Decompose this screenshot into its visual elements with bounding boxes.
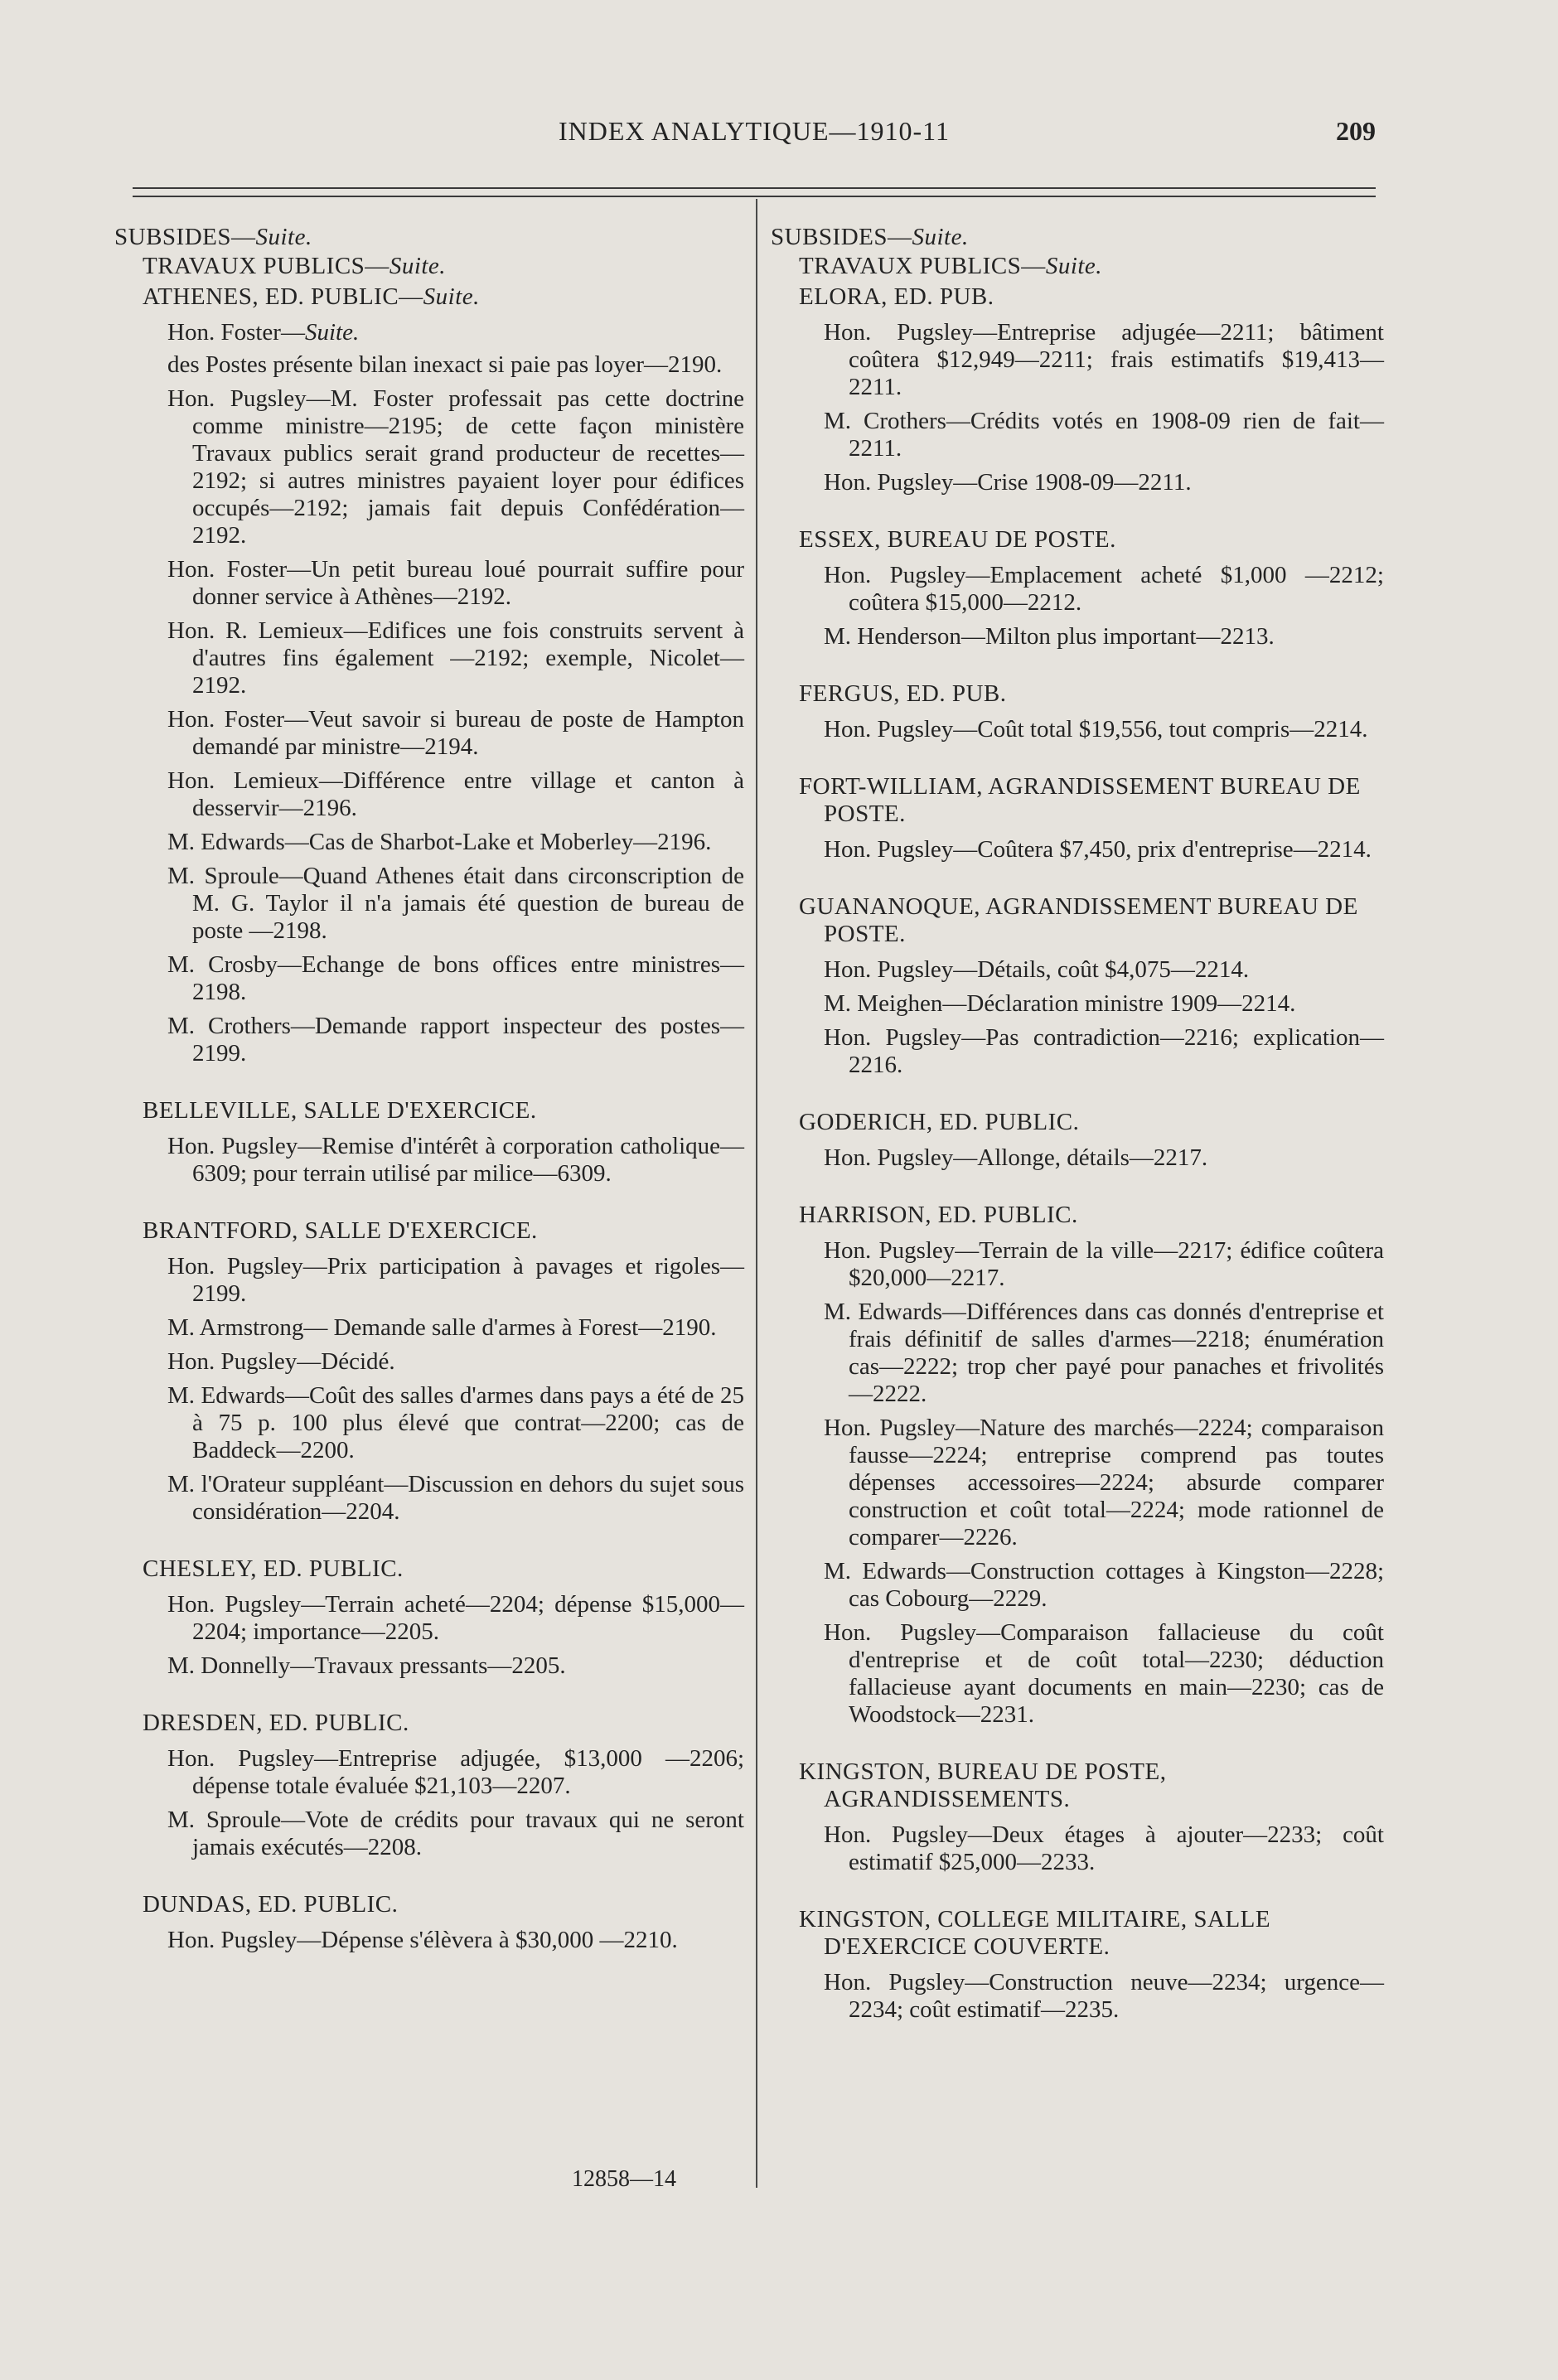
index-entry: Hon. R. Lemieux—Edifices une fois construits servent à d'autres fins également —2192; exemple, Nicolet—2192.: [167, 617, 744, 699]
section-heading: TRAVAUX PUBLICS—Suite.: [143, 253, 447, 279]
index-entry: Hon. Pugsley—Terrain de la ville—2217; édifice coûtera $20,000—2217.: [824, 1237, 1384, 1291]
subject-heading: SUBSIDES—Suite.: [114, 224, 312, 250]
index-entry: Hon. Pugsley—Crise 1908-09—2211.: [824, 469, 1192, 496]
index-entry: Hon. Pugsley—Entreprise adjugée, $13,000 —2206; dépense totale évaluée $21,103—2207.: [167, 1745, 744, 1799]
index-entry: M. Crothers—Crédits votés en 1908-09 rien de fait—2211.: [824, 408, 1384, 462]
index-entry: M. l'Orateur suppléant—Discussion en dehors du sujet sous considération—2204.: [167, 1471, 744, 1525]
subject-heading: SUBSIDES—Suite.: [771, 224, 969, 250]
group-heading: ESSEX, BUREAU DE POSTE.: [799, 526, 1116, 553]
index-entry: Hon. Pugsley—Coût total $19,556, tout compris—2214.: [824, 716, 1368, 743]
group-heading: KINGSTON, BUREAU DE POSTE, AGRANDISSEMENTS.: [799, 1758, 1167, 1812]
index-entry: Hon. Pugsley—Terrain acheté—2204; dépense $15,000—2204; importance—2205.: [167, 1591, 744, 1645]
index-entry: Hon. Pugsley—Prix participation à pavages et rigoles—2199.: [167, 1253, 744, 1307]
group-heading: GODERICH, ED. PUBLIC.: [799, 1109, 1080, 1135]
header-rule-bottom: [133, 196, 1376, 197]
group-heading: KINGSTON, COLLEGE MILITAIRE, SALLE D'EXERCICE COUVERTE.: [799, 1906, 1271, 1960]
column-divider: [756, 199, 757, 2188]
page-number: 209: [1336, 116, 1376, 146]
index-entry: Hon. Pugsley—Comparaison fallacieuse du coût d'entreprise et de coût total—2230; déduction fallacieuse ayant documents en main—2230; cas de Woodstock—2231.: [824, 1619, 1384, 1728]
index-entry: Hon. Pugsley—Entreprise adjugée—2211; bâtiment coûtera $12,949—2211; frais estimatifs $19,413—2211.: [824, 319, 1384, 400]
index-entry: Hon. Pugsley—Pas contradiction—2216; explication—2216.: [824, 1024, 1384, 1078]
index-entry: Hon. Pugsley—Construction neuve—2234; urgence—2234; coût estimatif—2235.: [824, 1969, 1384, 2023]
section-heading: TRAVAUX PUBLICS—Suite.: [799, 253, 1103, 279]
index-entry: M. Donnelly—Travaux pressants—2205.: [167, 1652, 566, 1679]
group-heading: FORT-WILLIAM, AGRANDISSEMENT BUREAU DE POSTE.: [799, 773, 1361, 827]
right-column: [771, 224, 1384, 2030]
speaker-subhead: Hon. Foster—Suite.: [167, 319, 360, 346]
group-heading: DRESDEN, ED. PUBLIC.: [143, 1710, 409, 1736]
printer-signature: 12858—14: [572, 2166, 676, 2192]
index-entry: Hon. Foster—Veut savoir si bureau de poste de Hampton demandé par ministre—2194.: [167, 706, 744, 760]
index-entry: Hon. Pugsley—Décidé.: [167, 1348, 395, 1375]
group-heading: CHESLEY, ED. PUBLIC.: [143, 1555, 404, 1582]
group-heading: ELORA, ED. PUB.: [799, 283, 994, 310]
index-entry: M. Henderson—Milton plus important—2213.: [824, 623, 1275, 650]
index-entry: M. Crosby—Echange de bons offices entre ministres—2198.: [167, 951, 744, 1005]
group-heading: GUANANOQUE, AGRANDISSEMENT BUREAU DE POSTE.: [799, 893, 1358, 947]
group-heading: BELLEVILLE, SALLE D'EXERCICE.: [143, 1097, 537, 1124]
index-entry: M. Edwards—Construction cottages à Kingston—2228; cas Cobourg—2229.: [824, 1558, 1384, 1612]
group-heading: BRANTFORD, SALLE D'EXERCICE.: [143, 1217, 538, 1244]
index-entry: M. Sproule—Quand Athenes était dans circonscription de M. G. Taylor il n'a jamais été question de bureau de poste —2198.: [167, 863, 744, 944]
page-header: [133, 116, 1376, 157]
index-entry: M. Sproule—Vote de crédits pour travaux qui ne seront jamais exécutés—2208.: [167, 1807, 744, 1860]
header-rule-top: [133, 187, 1376, 189]
index-entry: M. Edwards—Cas de Sharbot-Lake et Moberley—2196.: [167, 829, 712, 855]
index-entry: Hon. Pugsley—Allonge, détails—2217.: [824, 1144, 1208, 1171]
index-entry: Hon. Pugsley—Nature des marchés—2224; comparaison fausse—2224; entreprise comprend pas toutes dépenses accessoires—2224; absurde comparer construction et coût total—2224; mode rationnel de comparer—2226.: [824, 1415, 1384, 1550]
left-column: [114, 224, 744, 1961]
index-entry: M. Armstrong— Demande salle d'armes à Forest—2190.: [167, 1314, 717, 1341]
group-heading: FERGUS, ED. PUB.: [799, 680, 1007, 707]
index-entry: des Postes présente bilan inexact si paie pas loyer—2190.: [167, 351, 723, 378]
group-heading: DUNDAS, ED. PUBLIC.: [143, 1891, 399, 1918]
index-entry: Hon. Pugsley—Détails, coût $4,075—2214.: [824, 956, 1250, 983]
index-entry: Hon. Pugsley—Emplacement acheté $1,000 —2212; coûtera $15,000—2212.: [824, 562, 1384, 616]
index-entry: M. Edwards—Coût des salles d'armes dans pays a été de 25 à 75 p. 100 plus élevé que contrat—2200; cas de Baddeck—2200.: [167, 1382, 744, 1463]
index-entry: Hon. Pugsley—M. Foster professait pas cette doctrine comme ministre—2195; de cette façon ministère Travaux publics serait grand producteur de recettes—2192; si autres ministres payaient loyer pour édifices occupés—2192; jamais fait depuis Confédération—2192.: [167, 385, 744, 549]
index-entry: M. Edwards—Différences dans cas donnés d'entreprise et frais définitif de salles d'armes—2218; énumération cas—2222; trop cher payé pour panaches et frivolités—2222.: [824, 1299, 1384, 1407]
index-entry: Hon. Pugsley—Dépense s'élèvera à $30,000 —2210.: [167, 1927, 678, 1953]
index-entry: Hon. Foster—Un petit bureau loué pourrait suffire pour donner service à Athènes—2192.: [167, 556, 744, 610]
group-heading: HARRISON, ED. PUBLIC.: [799, 1202, 1078, 1228]
index-entry: Hon. Lemieux—Différence entre village et canton à desservir—2196.: [167, 767, 744, 821]
group-heading: ATHENES, ED. PUBLIC—Suite.: [143, 283, 480, 310]
running-title: INDEX ANALYTIQUE—1910-11: [559, 116, 950, 146]
index-entry: Hon. Pugsley—Coûtera $7,450, prix d'entreprise—2214.: [824, 836, 1372, 863]
index-entry: M. Meighen—Déclaration ministre 1909—2214.: [824, 990, 1296, 1017]
index-entry: Hon. Pugsley—Remise d'intérêt à corporation catholique—6309; pour terrain utilisé par milice—6309.: [167, 1133, 744, 1187]
index-entry: M. Crothers—Demande rapport inspecteur des postes—2199.: [167, 1013, 744, 1067]
index-entry: Hon. Pugsley—Deux étages à ajouter—2233; coût estimatif $25,000—2233.: [824, 1821, 1384, 1875]
